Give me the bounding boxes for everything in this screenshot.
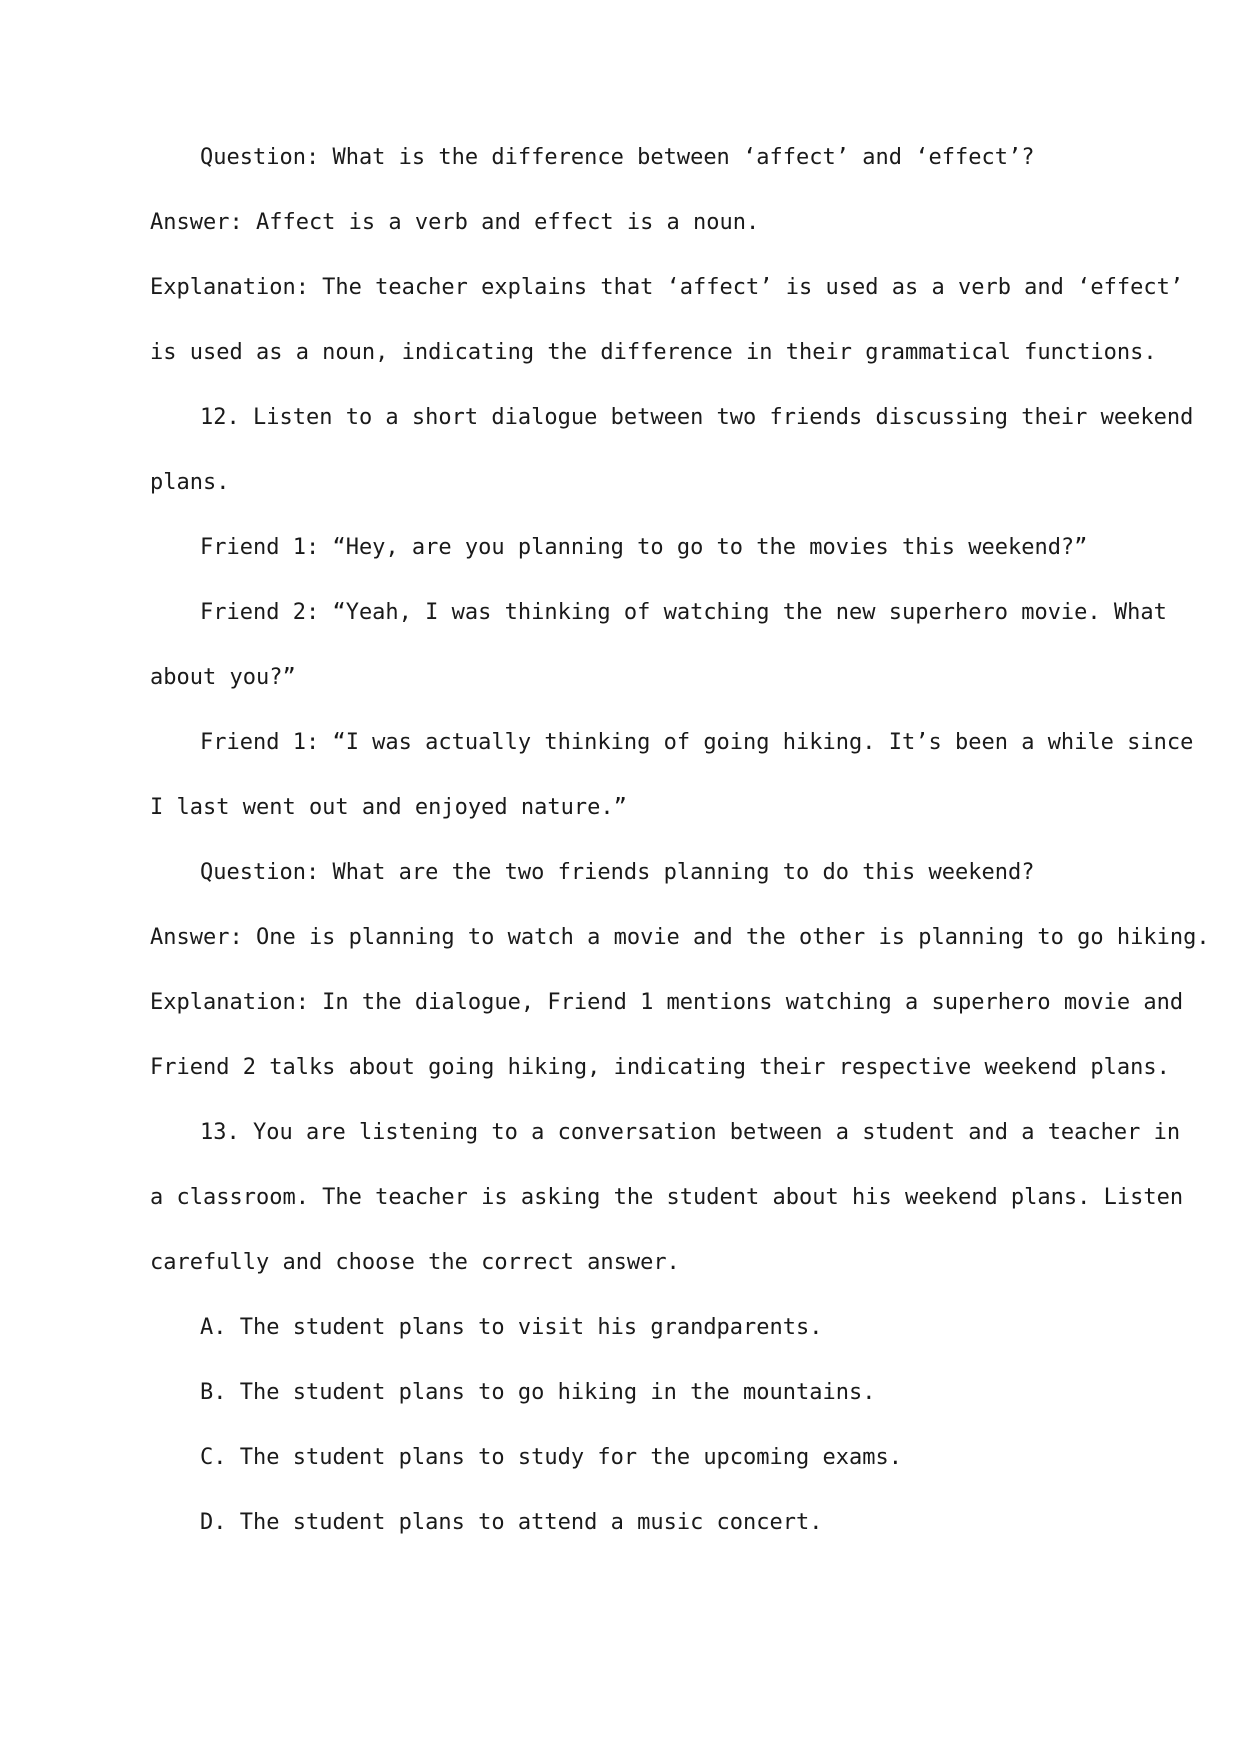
q12-dialogue-line: Friend 2: “Yeah, I was thinking of watching the new superhero movie. What — [200, 600, 1167, 625]
q11-question: Question: What is the difference between ‘affect’ and ‘effect’? — [200, 145, 1035, 170]
q12-dialogue-line: Friend 1: “Hey, are you planning to go to the movies this weekend?” — [200, 535, 1088, 560]
q13-option-a: A. The student plans to visit his grandparents. — [200, 1315, 823, 1340]
q12-explanation-line-1: Explanation: In the dialogue, Friend 1 mentions watching a superhero movie and — [150, 990, 1184, 1015]
q12-dialogue-line: about you?” — [150, 665, 296, 690]
q11-answer: Answer: Affect is a verb and effect is a noun. — [150, 210, 760, 235]
q12-dialogue-line: I last went out and enjoyed nature.” — [150, 795, 627, 820]
q13-option-d: D. The student plans to attend a music concert. — [200, 1510, 823, 1535]
q12-answer: Answer: One is planning to watch a movie and the other is planning to go hiking. — [150, 925, 1210, 950]
q12-dialogue-line: Friend 1: “I was actually thinking of going hiking. It’s been a while since — [200, 730, 1194, 755]
document-body — [150, 143, 1210, 1573]
q13-prompt-line-1: 13. You are listening to a conversation between a student and a teacher in — [200, 1120, 1181, 1145]
q12-prompt-line-1: 12. Listen to a short dialogue between two friends discussing their weekend — [200, 405, 1194, 430]
q13-option-b: B. The student plans to go hiking in the mountains. — [200, 1380, 876, 1405]
q13-prompt-line-3: carefully and choose the correct answer. — [150, 1250, 680, 1275]
q13-option-c: C. The student plans to study for the upcoming exams. — [200, 1445, 902, 1470]
q12-explanation-line-2: Friend 2 talks about going hiking, indicating their respective weekend plans. — [150, 1055, 1170, 1080]
q11-explanation-line-1: Explanation: The teacher explains that ‘affect’ is used as a verb and ‘effect’ — [150, 275, 1184, 300]
q12-question: Question: What are the two friends planning to do this weekend? — [200, 860, 1035, 885]
q13-prompt-line-2: a classroom. The teacher is asking the student about his weekend plans. Listen — [150, 1185, 1184, 1210]
q12-prompt-line-2: plans. — [150, 470, 230, 495]
q11-explanation-line-2: is used as a noun, indicating the difference in their grammatical functions. — [150, 340, 1157, 365]
